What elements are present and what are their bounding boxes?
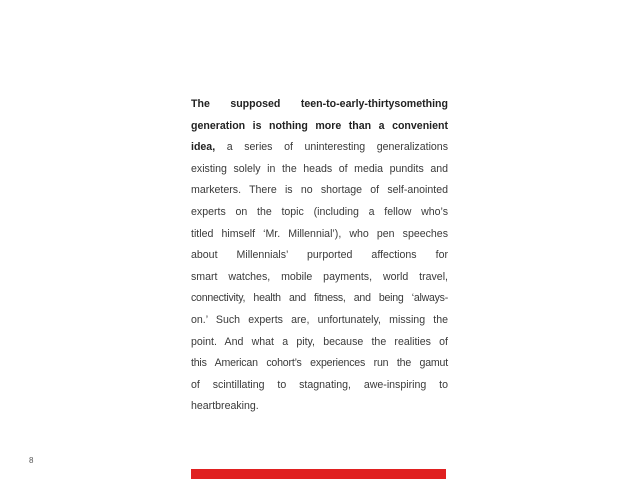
normal-text: about Millennials’ purported affections for	[191, 249, 448, 262]
paragraph-line	[191, 353, 448, 375]
paragraph-line	[191, 332, 448, 354]
normal-text: this American cohort’s experiences run the gamut	[191, 357, 448, 370]
paragraph-line	[191, 267, 448, 289]
paragraph-line	[191, 245, 448, 267]
normal-text: a series of uninteresting generalizations	[215, 141, 448, 154]
bold-text: idea,	[191, 141, 216, 154]
paragraph-line	[191, 310, 448, 332]
normal-text: of scintillating to stagnating, awe-inspiring to	[191, 378, 448, 391]
normal-text: connectivity, health and fitness, and being ‘always-	[191, 292, 448, 305]
paragraph-line	[191, 202, 448, 224]
bold-text: The supposed teen-to-early-thirtysomething	[191, 98, 448, 110]
normal-text: smart watches, mobile payments, world travel,	[191, 270, 448, 283]
normal-text: titled himself ‘Mr. Millennial’), who pen speeches	[191, 227, 448, 240]
bold-text: generation is nothing more than a convenient	[191, 119, 448, 132]
normal-text: on.’ Such experts are, unfortunately, missing the	[191, 313, 448, 326]
normal-text: heartbreaking.	[191, 400, 259, 413]
page-number: 8	[29, 456, 34, 465]
paragraph-line	[191, 159, 448, 181]
normal-text: point. And what a pity, because the realities of	[191, 335, 448, 348]
paragraph-line	[191, 137, 448, 159]
paragraph-line	[191, 375, 448, 397]
normal-text: marketers. There is no shortage of self-anointed	[191, 184, 448, 197]
article-paragraph	[191, 94, 448, 418]
normal-text: existing solely in the heads of media pundits and	[191, 162, 448, 175]
paragraph-line	[191, 396, 448, 418]
normal-text: experts on the topic (including a fellow who’s	[191, 205, 448, 218]
paragraph-line	[191, 288, 448, 310]
paragraph-line	[191, 224, 448, 246]
paragraph-line	[191, 180, 448, 202]
accent-bar	[191, 469, 446, 479]
paragraph-line	[191, 94, 448, 116]
paragraph-line	[191, 116, 448, 138]
